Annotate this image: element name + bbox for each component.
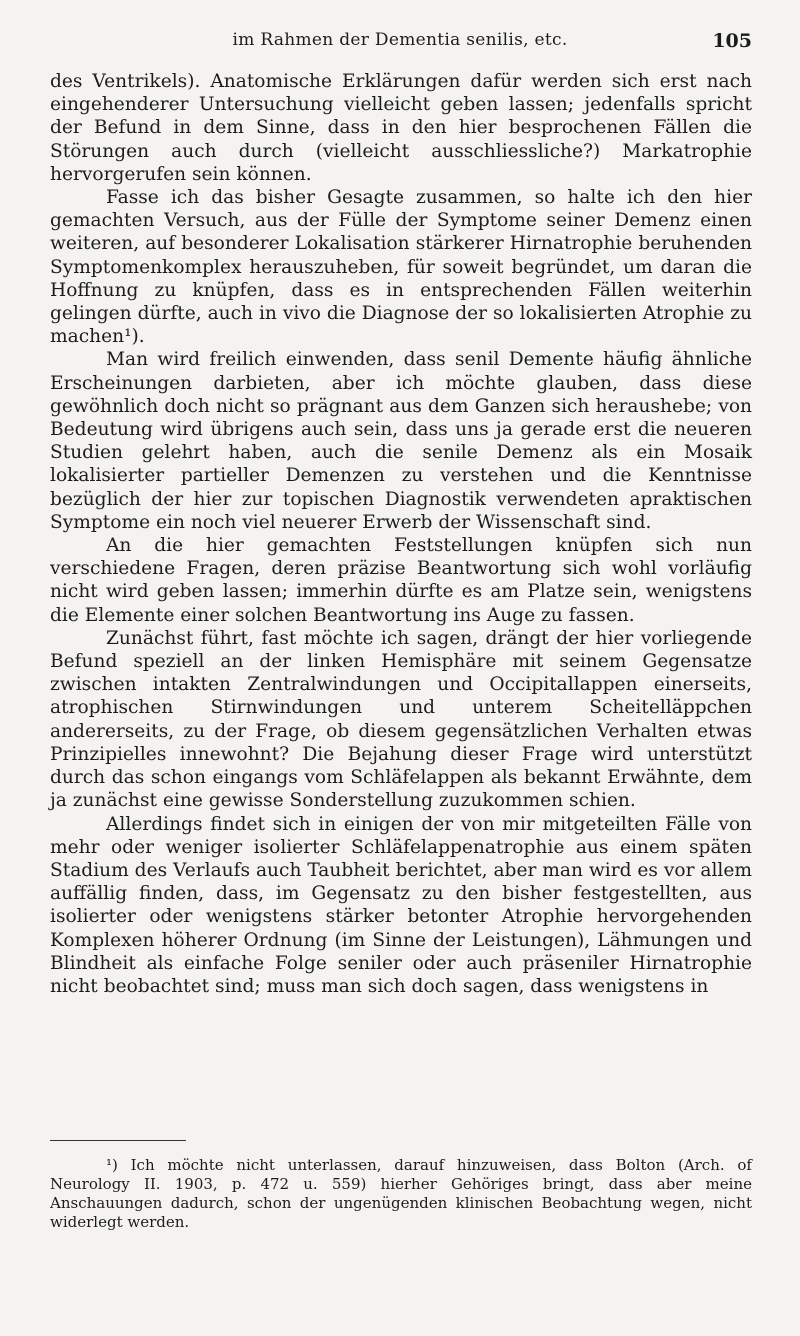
page-number: 105 xyxy=(712,30,752,52)
footnote-rule xyxy=(50,1140,186,1141)
body-text xyxy=(50,70,752,998)
footnote: ¹) Ich möchte nicht unterlassen, darauf hinzuweisen, dass Bolton (Arch. of Neurology II. 1903, p. 472 u. 559) hierher Gehöriges bringt, dass aber meine Anschauungen dadurch, schon der ungenügenden klinischen Beobachtung wegen, nicht widerlegt werden. xyxy=(50,1156,752,1231)
paragraph-5: Zunächst führt, fast möchte ich sagen, drängt der hier vorliegende Befund speziell an der linken Hemisphäre mit seinem Gegensatze zwischen intakten Zentralwindungen und Occipitallappen einerseits, atrophischen Stirnwindungen und unterem Scheitelläppchen andererseits, zu der Frage, ob diesem gegensätzlichen Verhalten etwas Prinzipielles innewohnt? Die Bejahung dieser Frage wird unterstützt durch das schon eingangs vom Schläfelappen als bekannt Erwähnte, dem ja zunächst eine gewisse Sonderstellung zuzukommen schien. xyxy=(50,627,752,812)
paragraph-1: des Ventrikels). Anatomische Erklärungen dafür werden sich erst nach eingehenderer Untersuchung vielleicht geben lassen; jedenfalls spricht der Befund in dem Sinne, dass in den hier besprochenen Fällen die Störungen auch durch (vielleicht ausschliessliche?) Markatrophie hervorgerufen sein können. xyxy=(50,71,752,185)
paragraph-2: Fasse ich das bisher Gesagte zusammen, so halte ich den hier gemachten Versuch, aus der Fülle der Symptome seiner Demenz einen weiteren, auf besonderer Lokalisation stärkerer Hirnatrophie beruhenden Symptomenkomplex herauszuheben, für soweit begründet, um daran die Hoffnung zu knüpfen, dass es in entsprechenden Fällen weiterhin gelingen dürfte, auch in vivo die Diagnose der so lokalisierten Atrophie zu machen¹). xyxy=(50,187,752,348)
paragraph-3: Man wird freilich einwenden, dass senil Demente häufig ähnliche Erscheinungen darbieten, aber ich möchte glauben, dass diese gewöhnlich doch nicht so prägnant aus dem Ganzen sich heraushebe; von Bedeutung wird übrigens auch sein, dass uns ja gerade erst die neueren Studien gelehrt haben, auch die senile Demenz als ein Mosaik lokalisierter partieller Demenzen zu verstehen und die Kenntnisse bezüglich der hier zur topischen Diagnostik verwendeten apraktischen Symptome ein noch viel neuerer Erwerb der Wissenschaft sind. xyxy=(50,349,752,533)
page-header xyxy=(48,30,752,56)
running-head: im Rahmen der Dementia senilis, etc. xyxy=(232,30,568,50)
paragraph-6: Allerdings findet sich in einigen der von mir mitgeteilten Fälle von mehr oder weniger isolierter Schläfelappenatrophie aus einem späten Stadium des Verlaufs auch Taubheit berichtet, aber man wird es vor allem auffällig finden, dass, im Gegensatz zu den bisher festgestellten, aus isolierter oder wenigstens stärker betonter Atrophie hervorgehenden Komplexen höherer Ordnung (im Sinne der Leistungen), Lähmungen und Blindheit als einfache Folge seniler oder auch präseniler Hirnatrophie nicht beobachtet sind; muss man sich doch sagen, dass wenigstens in xyxy=(50,813,752,997)
paragraph-4: An die hier gemachten Feststellungen knüpfen sich nun verschiedene Fragen, deren präzise Beantwortung sich wohl vorläufig nicht wird geben lassen; immerhin dürfte es am Platze sein, wenigstens die Elemente einer solchen Beantwortung ins Auge zu fassen. xyxy=(50,535,752,626)
